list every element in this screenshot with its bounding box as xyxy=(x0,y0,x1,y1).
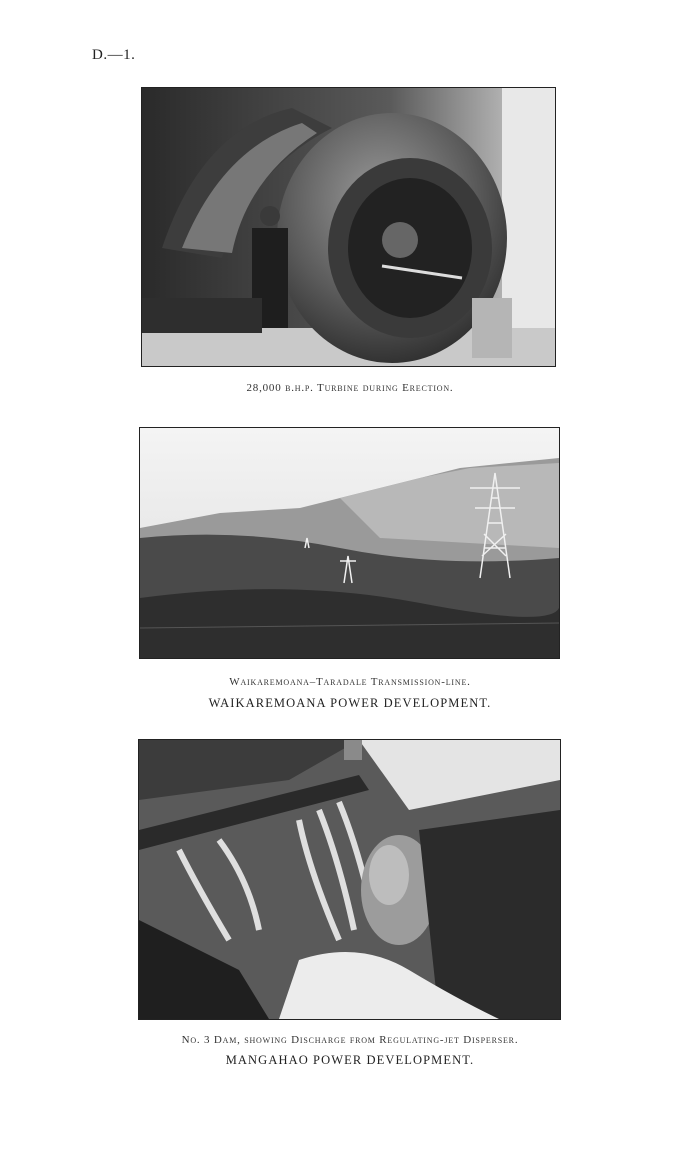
dam-photo xyxy=(138,739,561,1020)
transmission-line-caption: Waikaremoana–Taradale Transmission-line. xyxy=(229,676,471,688)
turbine-photo xyxy=(141,87,556,367)
turbine-caption: 28,000 b.h.p. Turbine during Erection. xyxy=(246,382,454,394)
mangahao-heading: MANGAHAO POWER DEVELOPMENT. xyxy=(225,1053,475,1067)
dam-caption: No. 3 Dam, showing Discharge from Regulating-jet Disperser. xyxy=(181,1034,519,1046)
page-reference: D.—1. xyxy=(92,47,136,63)
waikaremoana-heading: WAIKAREMOANA POWER DEVELOPMENT. xyxy=(208,696,492,710)
transmission-line-photo xyxy=(139,427,560,659)
